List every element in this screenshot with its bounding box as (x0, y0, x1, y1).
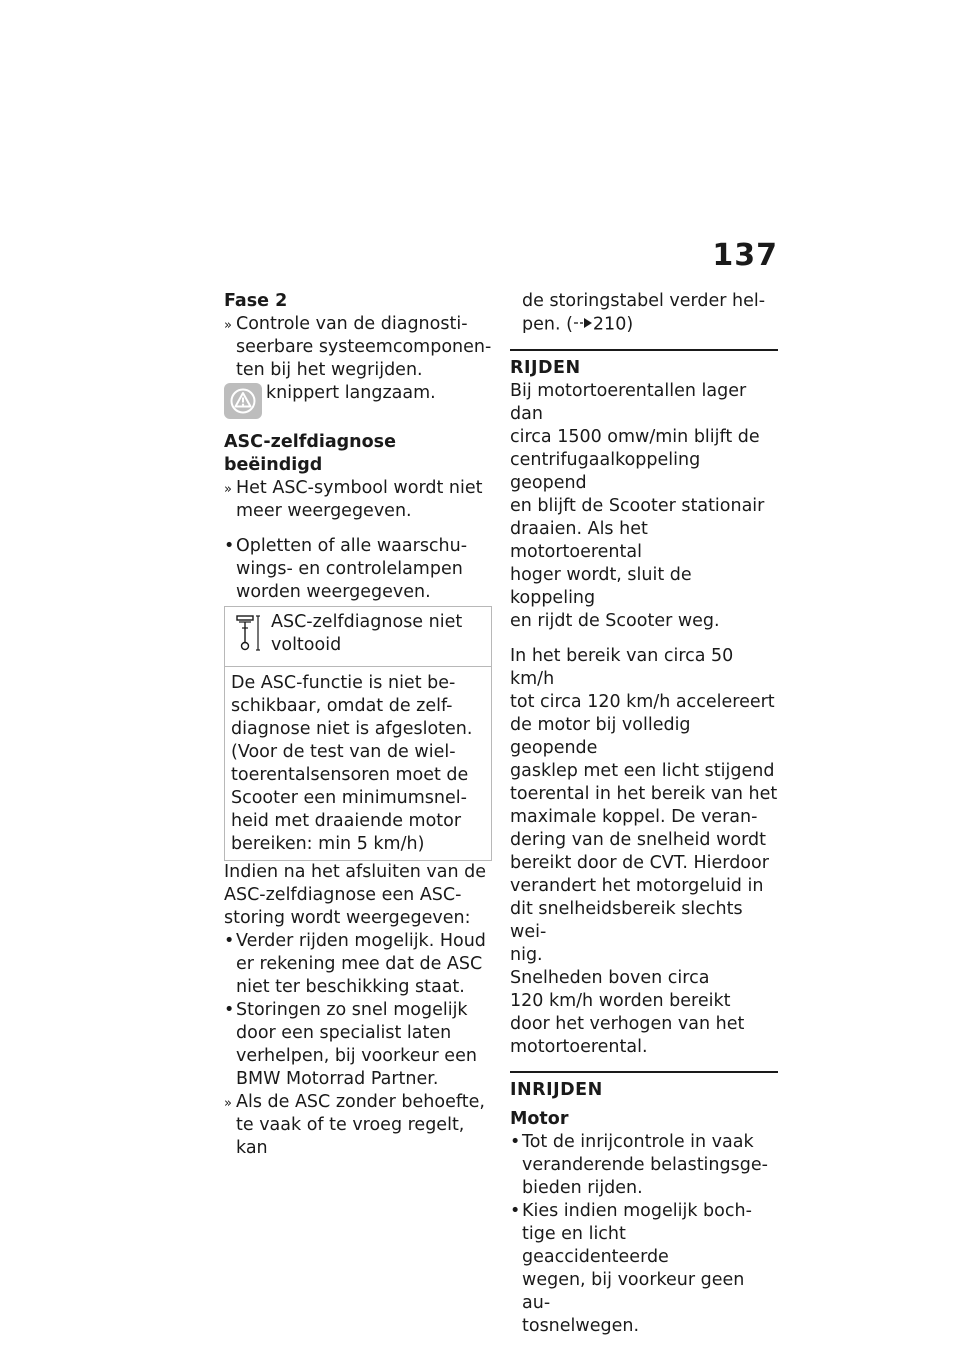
notice-header (225, 607, 491, 667)
runin-section-title: INRIJDEN (510, 1079, 603, 1100)
riding-paragraph-2: In het bereik van circa 50 km/h tot circa 120 km/h accelereert de motor bij volledig geopende gasklep met een licht stijgend toerental in het bereik van het maximale koppel. De veran- dering van de snelheid wordt bereikt door de CVT. Hierdoor verandert het motorgeluid in dit snelheidsbereik slechts wei- nig. Snelheden boven circa 120 km/h worden bereikt door het verhogen van het motortoerental. (510, 645, 778, 1057)
notice-body: De ASC-functie is niet be- schikbaar, omdat de zelf- diagnose niet is afgesloten. (Voor de test van de wiel- toerentalsensoren moet de Scooter een minimumsnel- heid met draaiende motor bereiken: min 5 km/h) (231, 673, 473, 854)
asc-heading: ASC-zelfdiagnose beëindigd (224, 432, 396, 475)
phase2-indicator-text: knippert langzaam. (266, 383, 436, 403)
riding-paragraph-1: Bij motortoerentallen lager dan circa 1500 omw/min blijft de centrifugaalkoppeling geopend en blijft de Scooter stationair draaien. Als het motortoerental hoger wordt, sluit de koppeling en rijdt de Scooter weg. (510, 380, 765, 631)
result-arrow-icon: » (224, 318, 232, 333)
section-rule (510, 1071, 778, 1073)
motor-heading: Motor (510, 1108, 569, 1129)
fault-intro: Indien na het afsluiten van de ASC-zelfdiagnose een ASC- storing wordt weergegeven: (224, 862, 487, 928)
bullet-icon: • (224, 1000, 235, 1020)
warning-triangle-icon (224, 383, 262, 419)
result-arrow-icon: » (224, 1096, 232, 1111)
section-rule (510, 349, 778, 351)
right-column (510, 290, 778, 1338)
left-column (224, 290, 492, 1160)
bullet-icon: • (510, 1200, 521, 1221)
bullet-icon: • (224, 931, 235, 951)
bullet-icon: • (224, 536, 235, 556)
asc-regulation-item: » Als de ASC zonder behoefte, te vaak of te vroeg regelt, kan (224, 1092, 485, 1158)
continued-text: de storingstabel verder hel- pen. ( 210) (522, 291, 766, 335)
asc-result-item: » Het ASC-symbool wordt niet meer weergegeven. (224, 478, 483, 521)
phase2-heading: Fase 2 (224, 291, 288, 311)
observe-bullet: • Opletten of alle waarschu- wings- en controlelampen worden weergegeven. (224, 536, 468, 602)
notice-box (224, 606, 492, 861)
phase2-check-item: » Controle van de diagnosti- seerbare systeemcomponen- ten bij het wegrijden. (224, 314, 492, 380)
information-icon (233, 613, 263, 660)
fault-bullet-2: • Storingen zo snel mogelijk door een specialist laten verhelpen, bij voorkeur een BMW Motorrad Partner. (224, 1000, 477, 1089)
page-reference-arrow-icon (573, 313, 593, 336)
page-number: 137 (712, 238, 778, 273)
runin-bullet-1: • Tot de inrijcontrole in vaak veranderende belastingsge- bieden rijden. (510, 1131, 768, 1198)
riding-section-title: RIJDEN (510, 357, 581, 378)
notice-title: ASC-zelfdiagnose niet voltooid (271, 612, 463, 655)
fault-bullet-1: • Verder rijden mogelijk. Houd er rekening mee dat de ASC niet ter beschikking staat. (224, 931, 486, 997)
bullet-icon: • (510, 1131, 521, 1152)
page-reference[interactable]: 210) (592, 314, 634, 335)
runin-bullet-2: • Kies indien mogelijk boch- tige en licht geaccidenteerde wegen, bij voorkeur geen au- tosnelwegen. (510, 1200, 752, 1336)
result-arrow-icon: » (224, 482, 232, 497)
phase2-indicator-row (224, 382, 492, 419)
